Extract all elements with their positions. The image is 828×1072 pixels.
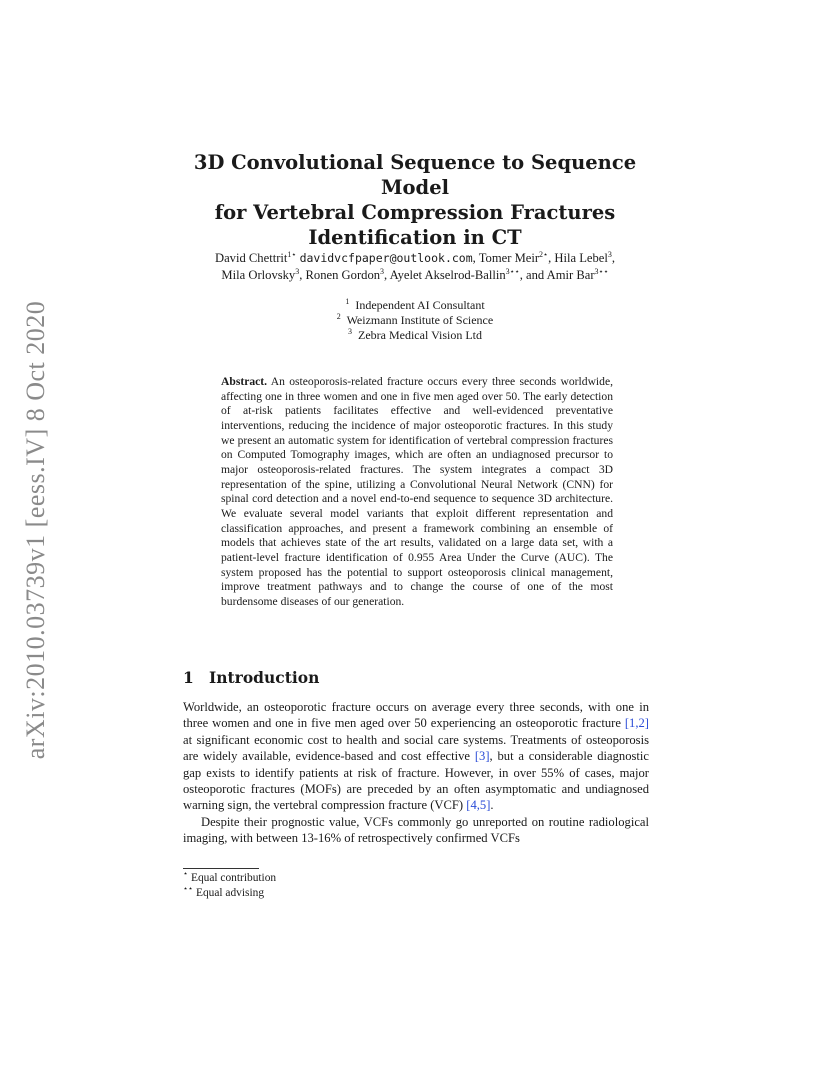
author-email[interactable]: davidvcfpaper@outlook.com: [299, 251, 473, 265]
paragraph-text: Worldwide, an osteoporotic fracture occurs on average every three seconds, with one in three women and one in five men aged over 50 experiencing an osteoporotic fracture: [183, 700, 649, 731]
author-name: , Ayelet Akselrod-Ballin: [384, 268, 506, 282]
citation-link[interactable]: [3]: [474, 749, 490, 764]
section-heading: [183, 668, 319, 687]
footnotes: [183, 871, 483, 900]
author-mark: 3: [295, 266, 300, 276]
abstract: [221, 375, 613, 610]
abstract-text: An osteoporosis-related fracture occurs every three seconds worldwide, affecting one in three women and one in five men aged over 50. The early detection of at-risk patients facilitates effective and well-evidenced preventative interventions, reducing the incidence of major osteoporotic fractures. In this study we present an automatic system for identification of vertebral compression fractures on Computed Tomography images, which are often an undiagnosed precursor to major osteoporosis-related fractures. The system integrates a compact 3D representation of the spine, utilizing a Convolutional Neural Network (CNN) for spinal cord detection and a novel end-to-end sequence to sequence 3D architecture. We evaluate several model variants that exploit different representation and classification approaches, and present a framework combining an ensemble of models that achieves state of the art results, validated on a large data set, with a patient-level fracture identification of 0.955 Area Under the Curve (AUC). The system proposed has the potential to support osteoporosis clinical management, improve treatment pathways and to change the course of one of the most burdensome diseases of our generation.: [221, 375, 613, 608]
footnote-rule: [183, 868, 259, 869]
author-mark: 1⋆: [287, 249, 297, 259]
footnote-mark: ⋆: [183, 869, 189, 879]
footnote-mark: ⋆⋆: [183, 883, 194, 893]
author-separator: ,: [611, 251, 616, 265]
footnote-text: Equal advising: [196, 886, 265, 899]
title-line-2: for Vertebral Compression Fractures: [214, 201, 616, 224]
author-name: David Chettrit: [214, 251, 288, 265]
author-mark: 3: [607, 249, 612, 259]
title-line-1: 3D Convolutional Sequence to Sequence Model: [193, 151, 637, 199]
author-list: [170, 250, 660, 284]
paper-title: [170, 150, 660, 250]
affiliation-text: Weizmann Institute of Science: [346, 313, 494, 327]
footnote-item: [183, 871, 483, 886]
affiliation-item: [250, 298, 580, 313]
paragraph-text: , but a considerable diagnostic gap exists to identify patients at risk of fracture. However, in over 55% of cases, major osteoporotic fractures (MOFs) are preceded by an often asymptomatic and undiagnosed warning sign, the vertebral compression fracture (VCF): [183, 749, 649, 813]
author-mark: 3⋆⋆: [505, 266, 520, 276]
paragraph-text: at significant economic cost to health and social care systems. Treatments of osteoporosis are widely available, evidence-based and cost effective: [183, 732, 649, 764]
affiliation-text: Independent AI Consultant: [355, 298, 485, 312]
section-title: Introduction: [209, 668, 320, 687]
title-line-3: Identification in CT: [308, 226, 522, 249]
affiliation-item: [250, 313, 580, 328]
intro-paragraph-1: [183, 699, 649, 814]
intro-paragraph-2: Despite their prognostic value, VCFs commonly go unreported on routine radiological imaging, with between 13-16% of retrospectively confirmed VCFs: [183, 814, 649, 846]
author-line-2: [170, 267, 660, 284]
affiliation-number: 2: [336, 312, 341, 321]
section-number: 1: [183, 668, 194, 687]
author-name: , and Amir Bar: [519, 268, 595, 282]
citation-link[interactable]: [4,5]: [466, 798, 491, 813]
author-mark: 3: [380, 266, 385, 276]
arxiv-side-stamp: arXiv:2010.03739v1 [eess.IV] 8 Oct 2020: [21, 300, 50, 760]
intro-body: [183, 699, 649, 847]
citation-link[interactable]: [1,2]: [624, 716, 649, 731]
affiliation-number: 1: [345, 297, 350, 306]
author-name: Mila Orlovsky: [221, 268, 296, 282]
author-name: , Tomer Meir: [472, 251, 540, 265]
affiliation-number: 3: [347, 327, 352, 336]
footnote-item: [183, 883, 483, 901]
author-line-1: [170, 250, 660, 267]
author-name: , Ronen Gordon: [299, 268, 381, 282]
paragraph-text: .: [490, 798, 494, 813]
footnote-text: Equal contribution: [191, 872, 277, 884]
author-mark: 3⋆⋆: [594, 266, 609, 276]
affiliation-item: [250, 328, 580, 343]
affiliation-text: Zebra Medical Vision Ltd: [357, 328, 483, 342]
affiliations: [250, 298, 580, 343]
author-name: , Hila Lebel: [548, 251, 608, 265]
abstract-label: Abstract.: [221, 375, 268, 388]
author-mark: 2⋆: [539, 249, 549, 259]
